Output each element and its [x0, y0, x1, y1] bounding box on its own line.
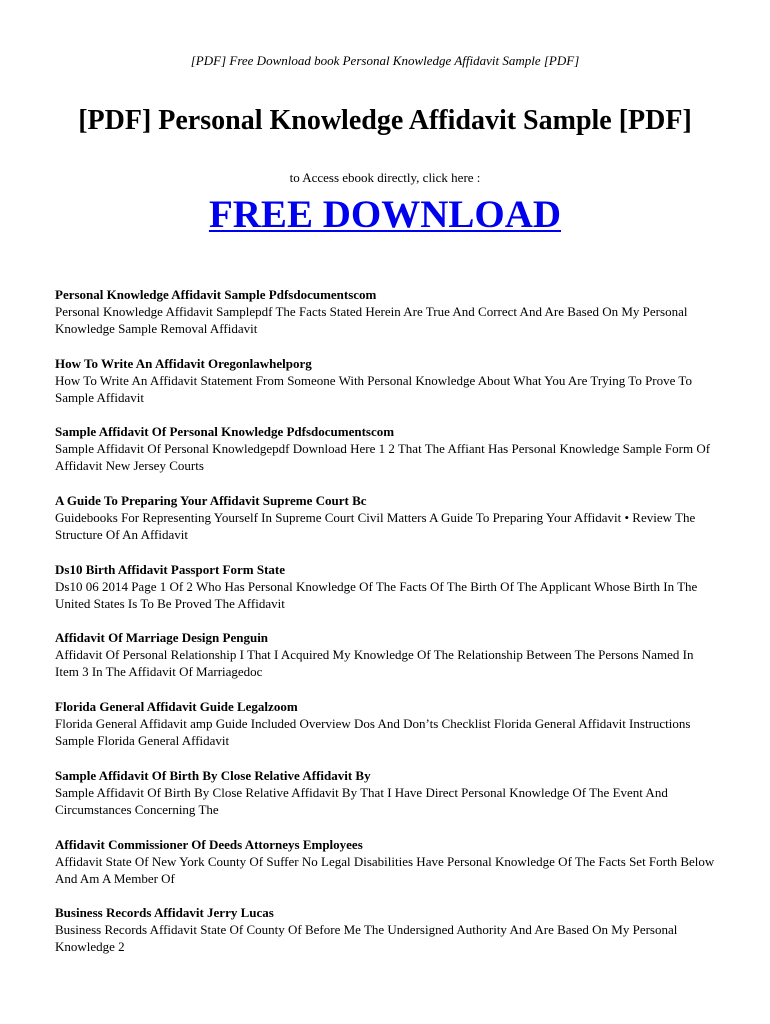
- entry-description: Affidavit State Of New York County Of Suffer No Legal Disabilities Have Personal Knowledge Of The Facts Set Forth Below And Am A Member Of: [55, 853, 715, 886]
- list-item: [55, 561, 720, 630]
- entry-description: Florida General Affidavit amp Guide Included Overview Dos And Don’ts Checklist Florida General Affidavit Instructions Sample Florida General Affidavit: [55, 716, 691, 749]
- entry-title: Affidavit Of Marriage Design Penguin: [55, 630, 269, 646]
- list-item: [55, 286, 720, 355]
- entry-description: How To Write An Affidavit Statement From Someone With Personal Knowledge About What You Are Trying To Prove To Sample Affidavit: [55, 372, 692, 405]
- entry-title: Personal Knowledge Affidavit Sample Pdfsdocumentscom: [55, 287, 377, 302]
- entry-title: Ds10 Birth Affidavit Passport Form State: [55, 561, 286, 577]
- entry-title: Affidavit Commissioner Of Deeds Attorneys Employees: [55, 836, 363, 852]
- free-download-link[interactable]: FREE DOWNLOAD: [208, 193, 562, 236]
- entry-title: How To Write An Affidavit Oregonlawhelporg: [55, 355, 312, 371]
- entry-description: Ds10 06 2014 Page 1 Of 2 Who Has Personal Knowledge Of The Facts Of The Birth Of The Applicant Whose Birth In The United States Is To Be Proved The Affidavit: [55, 578, 698, 611]
- running-header: [PDF] Free Download book Personal Knowledge Affidavit Sample [PDF]: [190, 53, 580, 68]
- entry-description: Sample Affidavit Of Personal Knowledgepdf Download Here 1 2 That The Affiant Has Personal Knowledge Sample Form Of Affidavit New Jersey Courts: [55, 441, 711, 474]
- list-item: [55, 629, 720, 698]
- entry-description: Affidavit Of Personal Relationship I That I Acquired My Knowledge Of The Relationship Between The Persons Named In Item 3 In The Affidavit Of Marriagedoc: [55, 647, 694, 680]
- entry-title: Sample Affidavit Of Birth By Close Relative Affidavit By: [55, 767, 371, 783]
- entry-description: Personal Knowledge Affidavit Samplepdf The Facts Stated Herein Are True And Correct And Are Based On My Personal Knowledge Sample Removal Affidavit: [55, 304, 688, 336]
- list-item: [55, 698, 720, 767]
- entry-list: [55, 286, 720, 973]
- list-item: [55, 492, 720, 561]
- entry-description: Sample Affidavit Of Birth By Close Relative Affidavit By That I Have Direct Personal Knowledge Of The Event And Circumstances Concerning The: [55, 784, 668, 817]
- entry-description: Guidebooks For Representing Yourself In Supreme Court Civil Matters A Guide To Preparing Your Affidavit • Review The Structure Of An Affidavit: [55, 510, 696, 543]
- access-instruction: to Access ebook directly, click here :: [289, 170, 481, 185]
- entry-title: Business Records Affidavit Jerry Lucas: [55, 905, 274, 921]
- entry-description: Business Records Affidavit State Of County Of Before Me The Undersigned Authority And Are Based On My Personal Knowledge 2: [55, 922, 678, 955]
- list-item: [55, 767, 720, 836]
- entry-title: A Guide To Preparing Your Affidavit Supreme Court Bc: [55, 493, 367, 509]
- list-item: [55, 904, 720, 973]
- list-item: [55, 836, 720, 905]
- document-title: [PDF] Personal Knowledge Affidavit Sample [PDF]: [78, 105, 692, 136]
- list-item: [55, 423, 720, 492]
- entry-title: Florida General Affidavit Guide Legalzoom: [55, 699, 298, 715]
- list-item: [55, 355, 720, 424]
- entry-title: Sample Affidavit Of Personal Knowledge Pdfsdocumentscom: [55, 424, 395, 440]
